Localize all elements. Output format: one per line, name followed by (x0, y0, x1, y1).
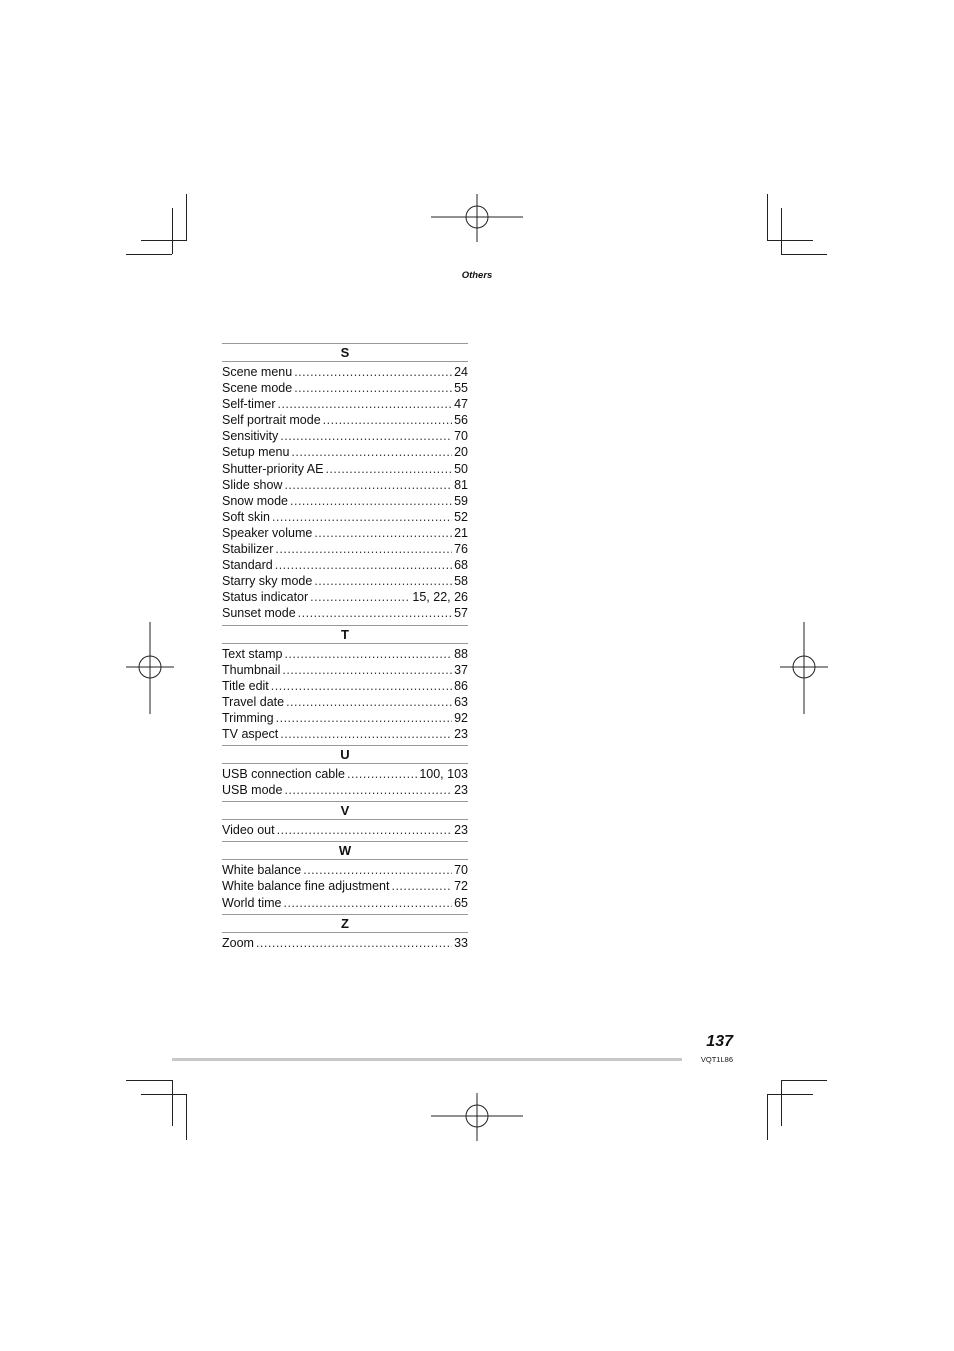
index-entry (222, 726, 468, 742)
crop-mark (767, 1094, 813, 1095)
index-letter-heading: Z (222, 914, 468, 933)
dot-leader (282, 662, 452, 678)
index-entry-list (222, 766, 468, 798)
index-term: Title edit (222, 678, 269, 693)
dot-leader (303, 862, 452, 878)
index-term: Speaker volume (222, 525, 313, 540)
footer-rule (172, 1058, 682, 1061)
crop-mark (781, 208, 782, 254)
dot-leader (286, 694, 452, 710)
section-header: Others (461, 270, 493, 281)
index-entry-list (222, 935, 468, 951)
index-page-ref: 21 (454, 525, 468, 540)
index-entry-list (222, 364, 468, 622)
dot-leader (275, 541, 452, 557)
index-page-ref: 15, 22, 26 (412, 590, 468, 605)
crop-mark (781, 254, 827, 255)
crop-mark (141, 1094, 187, 1095)
index-entry (222, 662, 468, 678)
dot-leader (347, 766, 417, 782)
index-term: Setup menu (222, 445, 290, 460)
index-term: White balance (222, 863, 302, 878)
crop-mark (767, 1094, 768, 1140)
index-page-ref: 86 (454, 678, 468, 693)
dot-leader (276, 710, 452, 726)
index-term: Self portrait mode (222, 413, 321, 428)
index-term: Scene mode (222, 381, 293, 396)
index-entry (222, 525, 468, 541)
crop-mark (781, 1080, 827, 1081)
index-entry (222, 557, 468, 573)
index-term: USB connection cable (222, 767, 345, 782)
index-entry (222, 710, 468, 726)
dot-leader (256, 935, 452, 951)
index-term: Shutter-priority AE (222, 461, 324, 476)
dot-leader (272, 509, 452, 525)
index-entry (222, 935, 468, 951)
index-term: Thumbnail (222, 662, 281, 677)
index-entry (222, 766, 468, 782)
index-page-ref: 70 (454, 863, 468, 878)
index-page-ref: 68 (454, 558, 468, 573)
index-term: USB mode (222, 783, 283, 798)
index-page-ref: 55 (454, 381, 468, 396)
index-term: Text stamp (222, 646, 283, 661)
index-page-ref: 57 (454, 606, 468, 621)
index-entry (222, 509, 468, 525)
index-term: TV aspect (222, 726, 279, 741)
index-term: Soft skin (222, 509, 270, 524)
index-term: Sensitivity (222, 429, 279, 444)
index-entry (222, 541, 468, 557)
index-term: Video out (222, 823, 275, 838)
index-term: Zoom (222, 935, 254, 950)
index-letter-heading: T (222, 625, 468, 644)
index-page-ref: 50 (454, 461, 468, 476)
page-number: 137 (706, 1033, 733, 1050)
index-letter-heading: U (222, 745, 468, 764)
dot-leader (284, 646, 452, 662)
index-page-ref: 59 (454, 493, 468, 508)
index-entry (222, 862, 468, 878)
index-term: White balance fine adjustment (222, 879, 390, 894)
dot-leader (284, 895, 453, 911)
dot-leader (277, 396, 452, 412)
index-entry (222, 396, 468, 412)
index-term: World time (222, 895, 282, 910)
document-code: VQT1L86 (700, 1055, 733, 1064)
index-entry (222, 694, 468, 710)
dot-leader (310, 589, 410, 605)
dot-leader (391, 878, 452, 894)
dot-leader (275, 557, 452, 573)
index-entry (222, 364, 468, 380)
index-term: Scene menu (222, 365, 293, 379)
index-page-ref: 24 (454, 365, 468, 379)
index-term: Sunset mode (222, 606, 296, 621)
index-term: Slide show (222, 477, 283, 492)
index-letter-heading: S (222, 343, 468, 362)
index-page-ref: 52 (454, 509, 468, 524)
crop-mark (126, 1080, 172, 1081)
index-entry (222, 428, 468, 444)
index-entry (222, 477, 468, 493)
index-letter-heading: W (222, 841, 468, 860)
index-entry (222, 380, 468, 396)
index-page-ref: 47 (454, 397, 468, 412)
index-page-ref: 92 (454, 710, 468, 725)
dot-leader (294, 380, 452, 396)
index-term: Travel date (222, 694, 285, 709)
index-entry (222, 646, 468, 662)
dot-leader (284, 782, 452, 798)
dot-leader (314, 525, 452, 541)
index-page-ref: 72 (454, 879, 468, 894)
index-page-ref: 63 (454, 694, 468, 709)
registration-mark-icon (431, 194, 523, 242)
index-page-ref: 58 (454, 574, 468, 589)
index-page-ref: 33 (454, 935, 468, 950)
crop-mark (186, 1094, 187, 1140)
index-term: Status indicator (222, 590, 309, 605)
dot-leader (284, 477, 452, 493)
crop-mark (767, 240, 813, 241)
index-entry (222, 589, 468, 605)
dot-leader (294, 364, 452, 380)
index-page-ref: 20 (454, 445, 468, 460)
crop-mark (186, 194, 187, 240)
index-page-ref: 23 (454, 823, 468, 838)
index-term: Snow mode (222, 493, 289, 508)
dot-leader (277, 822, 452, 838)
index-page-ref: 76 (454, 542, 468, 557)
index-page-ref: 56 (454, 413, 468, 428)
index-page-ref: 81 (454, 477, 468, 492)
index-entry (222, 878, 468, 894)
registration-mark-icon (126, 622, 174, 714)
index-entry-list (222, 646, 468, 743)
registration-mark-icon (431, 1093, 523, 1141)
index-page-ref: 70 (454, 429, 468, 444)
index-page-ref: 100, 103 (419, 767, 468, 782)
crop-mark (141, 240, 187, 241)
index-entry (222, 573, 468, 589)
dot-leader (290, 493, 452, 509)
index-entry-list (222, 862, 468, 910)
index-entry (222, 678, 468, 694)
index-term: Trimming (222, 710, 274, 725)
index-entry (222, 444, 468, 460)
index-page-ref: 88 (454, 646, 468, 661)
dot-leader (271, 678, 452, 694)
dot-leader (325, 461, 452, 477)
index-entry (222, 412, 468, 428)
index-term: Self-timer (222, 397, 276, 412)
index-term: Stabilizer (222, 542, 274, 557)
registration-mark-icon (780, 622, 828, 714)
index-page-ref: 65 (454, 895, 468, 910)
index-term: Starry sky mode (222, 574, 313, 589)
index-term: Standard (222, 558, 273, 573)
index-entry-list (222, 822, 468, 838)
index-page-ref: 23 (454, 726, 468, 741)
index-page-ref: 23 (454, 783, 468, 798)
crop-mark (126, 254, 172, 255)
index-entry (222, 782, 468, 798)
crop-mark (781, 1080, 782, 1126)
dot-leader (291, 444, 452, 460)
index-letter-heading: V (222, 801, 468, 820)
index-page-ref: 37 (454, 662, 468, 677)
crop-mark (767, 194, 768, 240)
index-entry (222, 895, 468, 911)
dot-leader (323, 412, 452, 428)
index-entry (222, 493, 468, 509)
crop-mark (172, 208, 173, 254)
dot-leader (298, 605, 452, 621)
index-entry (222, 605, 468, 621)
index-list (222, 343, 468, 954)
index-entry (222, 822, 468, 838)
dot-leader (280, 428, 452, 444)
dot-leader (314, 573, 452, 589)
dot-leader (280, 726, 452, 742)
index-entry (222, 461, 468, 477)
crop-mark (172, 1080, 173, 1126)
